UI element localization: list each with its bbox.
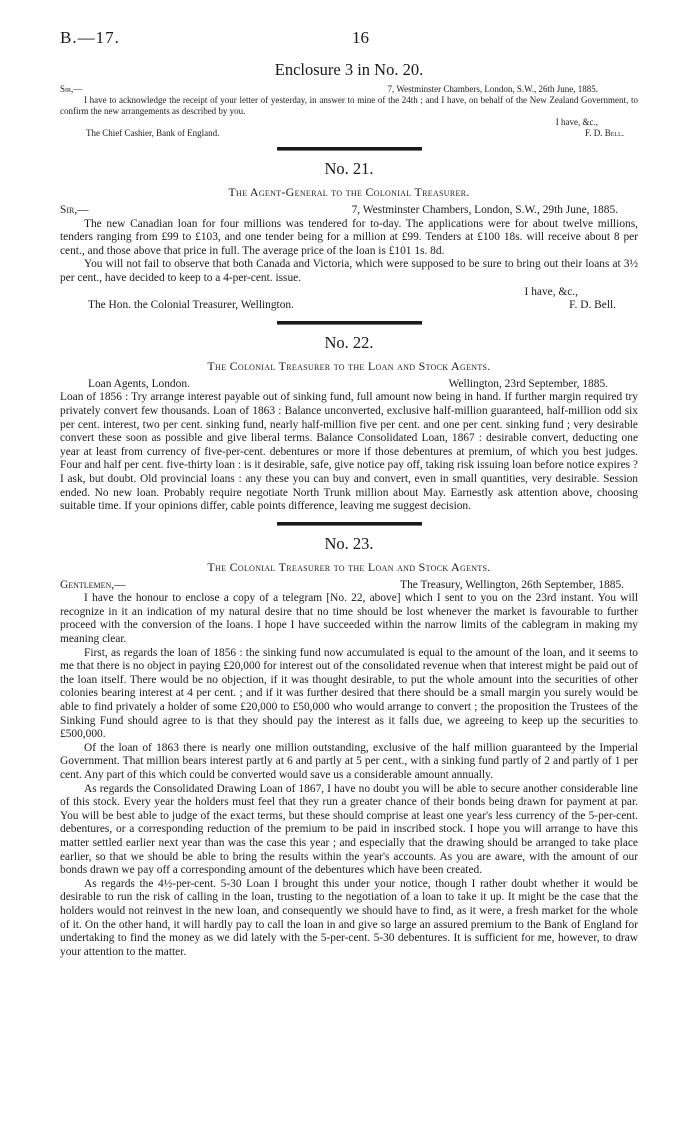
letter-paragraph-5: As regards the 4½-per-cent. 5-30 Loan I brought this under your notice, though I rather doubt whether it would be desirable to run the risk of calling in the loan, trusting to the negotiation of a loan to take it up. It might be the case that the holders would not reinvest in the new loan, and consequently we should have to find, as it were, a fresh market for the whole of it. On the other hand, it will hardly pay to call the loan in and give so large an assured premium to the Bank of England for undertaking to find the money as we did lately with the 5-per-cent. 5-30 debentures. It is sufficient for me, however, to draw your attention to the matter. [60, 877, 638, 958]
enclosure-3-letter [60, 60, 638, 139]
paper-reference: B.—17. [60, 28, 120, 47]
section-subtitle: The Agent-General to the Colonial Treasurer. [228, 185, 470, 199]
letter-date: The Treasury, Wellington, 26th September, 1885. [400, 578, 624, 591]
salutation: Sir,— [60, 204, 89, 216]
addressee: The Hon. the Colonial Treasurer, Wellington. [88, 299, 294, 312]
letter-paragraph-1: I have the honour to enclose a copy of a telegram [No. 22, above] which I sent to you on the 23rd instant. You will recognize in it an indication of my natural desire that no time should be lost whenever the market is favourable to further proceed with the conversion of the loans. I hope I have succeeded within the narrow limits of the cablegram in making my meaning clear. [60, 592, 638, 646]
page-number: 16 [352, 28, 369, 47]
addressee: The Chief Cashier, Bank of England. [86, 128, 220, 138]
section-divider [277, 147, 422, 151]
salutation: Gentlemen,— [60, 578, 126, 591]
letter-body: I have to acknowledge the receipt of your letter of yesterday, in answer to mine of the 24th ; and I have, on behalf of the New Zealand Government, to confirm the new arrangements as described by you. [60, 95, 638, 116]
section-title: Enclosure 3 in No. 20. [274, 60, 424, 79]
section-title: No. 22. [324, 332, 374, 352]
document-page [60, 28, 638, 959]
section-subtitle: The Colonial Treasurer to the Loan and Stock Agents. [207, 358, 491, 373]
letter-paragraph-4: As regards the Consolidated Drawing Loan of 1867, I have no doubt you will be able to secure another considerable line of this stock. Every year the holders must feel that they run a greater chance of their bonds being drawn for payment at par. You will be best able to judge of the exact terms, but these should comprise at least one year's less currency of the 5-per-cent. debentures, or a corresponding reduction of the premium to be paid in inscribed stock. I hope you will arrange to have this matter settled earlier next year than was the case this year ; and especially that the drawing should be arranged to take place earlier, so that we should be able to bring the results within the year's accounts. As you are aware, with the amount of our bonds drawn we pay off a corresponding amount of the debentures which have been created. [60, 782, 638, 877]
section-title: No. 23. [324, 533, 374, 553]
letter-paragraph-1: The new Canadian loan for four millions was tendered for to-day. The applications were for about twelve millions, tenders ranging from £99 to £103, and one tender being for a million at £99. Tenders at £100 18s. will receive about 8 per cent., and those above that price in full. The average price of the loan is £101 1s. 8d. [60, 217, 638, 257]
telegram-recipient: Loan Agents, London. [88, 377, 190, 390]
signature: F. D. Bell. [584, 128, 624, 138]
letter-paragraph-3: Of the loan of 1863 there is nearly one million outstanding, exclusive of the half million guaranteed by the Imperial Government. That million bears interest partly at 6 and partly at 5 per cent., with a sinking fund partly of 2 and partly of 1 per cent. Any part of this which could be converted would save us a considerable amount annually. [60, 741, 638, 781]
letter-address: 7, Westminster Chambers, London, S.W., 29th June, 1885. [351, 204, 618, 216]
letter-close: I have, &c., [524, 285, 578, 298]
no-21-letter [60, 159, 638, 313]
section-subtitle: The Colonial Treasurer to the Loan and Stock Agents. [207, 559, 491, 574]
no-22-telegram [60, 333, 638, 514]
salutation: Sir,— [60, 84, 83, 94]
section-divider [277, 321, 422, 325]
telegram-body: Loan of 1856 : Try arrange interest payable out of sinking fund, full amount now being in hand. If further margin required try privately convert few thousands. Loan of 1863 : Balance unconverted, exclusive half-million guaranteed, half-million odd six per cent. interest, two per cent. sinking fund, nearly half-million five per cent. and one per cent. sinking fund ; very desirable convert these soon as possible and give liberal terms. Balance Consolidated Loan, 1867 : desirable convert, deducting one year at least from currency of five-per-cent. debentures or more if those debentures at premium, of which you best judges. Four and half per cent. five-thirty loan : is it desirable, safe, give notice pay off, taking risk issuing loan before notice expires ? I ask, but doubt. Old provincial loans : any these you can buy and convert, even in small quantities, very desirable. Session ended. No new loan. Probably require negotiate North Trunk million about May. Earnestly ask attention above, choosing suitable time. If your opinions differ, cable points difference, leaving me suggest decision. [60, 391, 638, 513]
page-header [60, 28, 638, 54]
letter-paragraph-2: You will not fail to observe that both Canada and Victoria, which were supposed to be sure to bring out their loans at 3½ per cent., have decided to keep to a 4-per-cent. issue. [60, 258, 638, 284]
signature: F. D. Bell. [569, 299, 616, 312]
section-title: No. 21. [324, 159, 374, 178]
no-23-letter [60, 534, 638, 960]
telegram-date: Wellington, 23rd September, 1885. [448, 377, 608, 390]
letter-paragraph-2: First, as regards the loan of 1856 : the sinking fund now accumulated is equal to the amount of the loan, and it seems to me that there is no object in paying £20,000 for interest out of the consolidated revenue when that interest might be paid out of the loan itself. There would be no objection, if it was thought desirable, to put the whole amount into the securities of other colonies bearing interest at 4 per cent. ; and if it was further desired that there should be a small margin you surely would be able to find privately a holder of some £20,000 to £50,000 who would arrange to convert ; the proposition the Trustees of the Sinking Fund should agree to is that they should pay the interest as it falls due, we agreeing to keep up the securities to £500,000. [60, 646, 638, 741]
letter-close: I have, &c., [555, 117, 598, 127]
letter-address: 7, Westminster Chambers, London, S.W., 26th June, 1885. [387, 84, 598, 94]
section-divider [277, 522, 422, 526]
